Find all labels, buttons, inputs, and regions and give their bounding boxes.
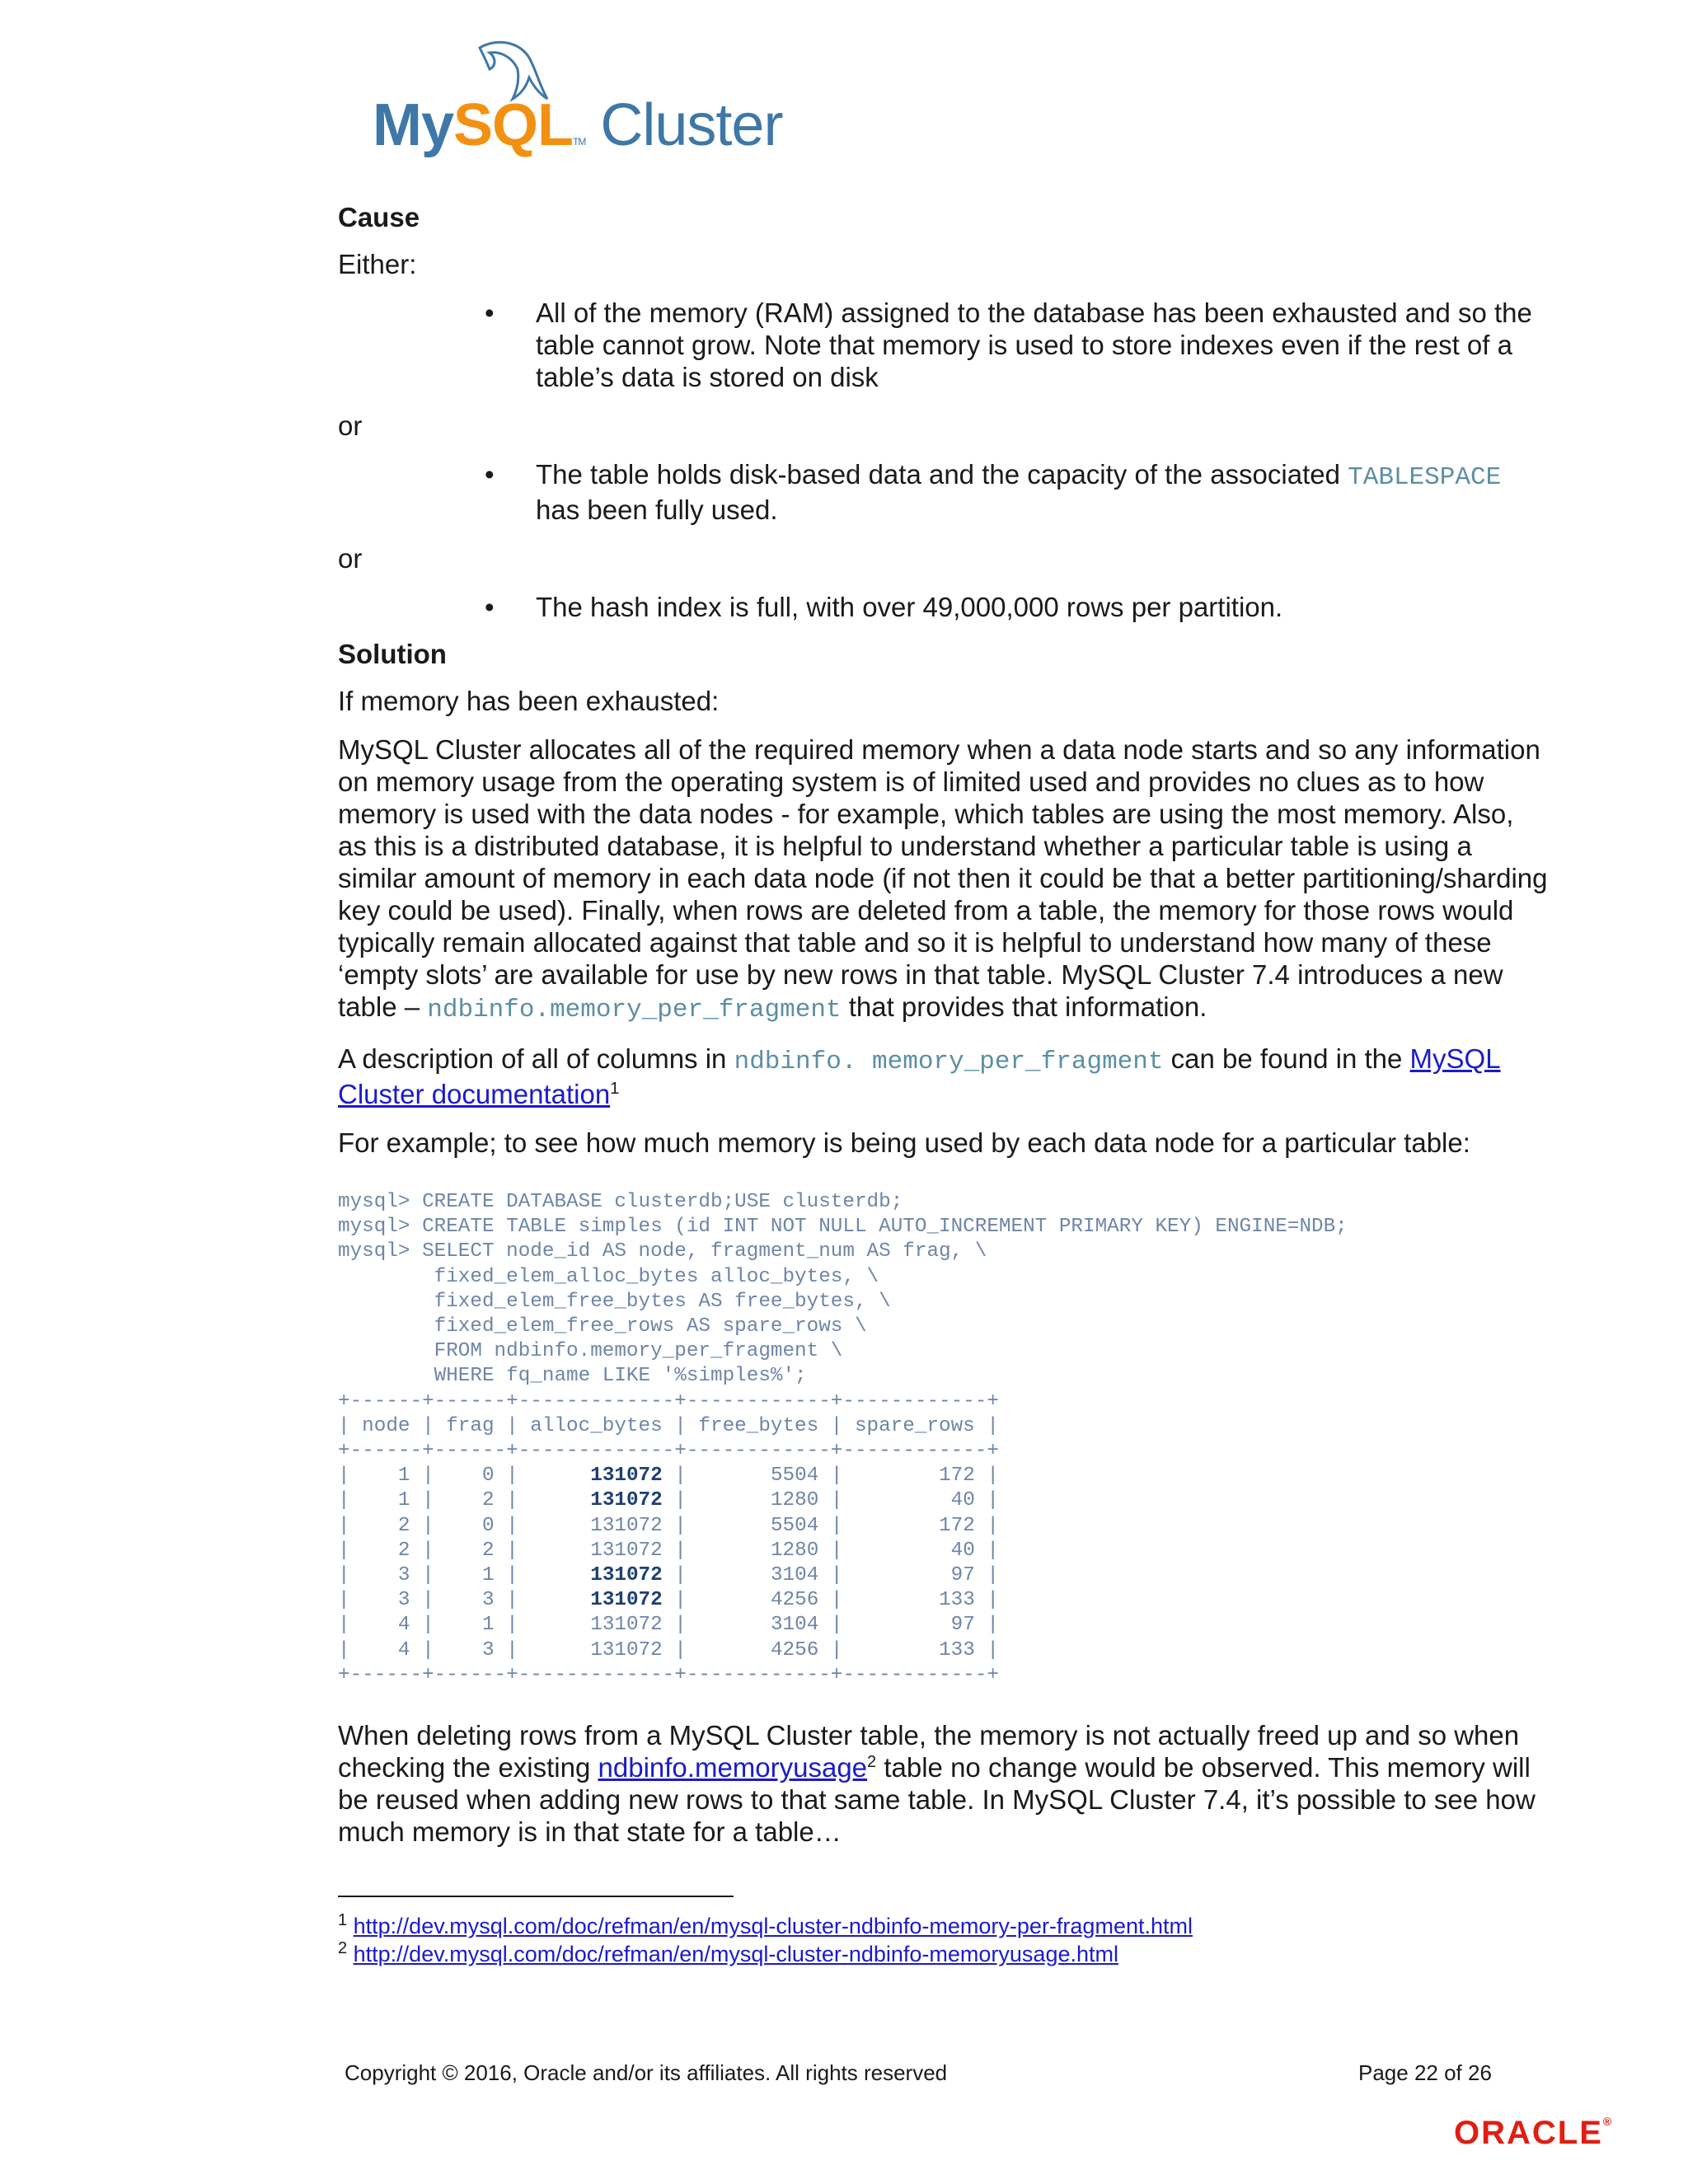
cell-node: 3	[397, 1564, 410, 1587]
after-paragraph	[338, 1719, 1550, 1848]
cell-spare-rows: 172	[939, 1514, 975, 1537]
cell-alloc-bytes: 131072	[590, 1539, 663, 1562]
logo-cluster: Cluster	[600, 92, 783, 158]
cell-spare-rows: 97	[950, 1614, 975, 1637]
cell-free-bytes: 1280	[770, 1539, 819, 1562]
code-line: +------+------+-------------+------------+------------+	[338, 1390, 999, 1413]
footnote-ref-1: 1	[610, 1080, 620, 1098]
code-line: mysql> CREATE DATABASE clusterdb;USE clusterdb;	[338, 1191, 903, 1213]
oracle-wordmark: ORACLE	[1454, 2115, 1603, 2151]
code-line: | node | frag | alloc_bytes | free_bytes | spare_rows |	[338, 1414, 999, 1437]
memory-per-fragment-code: ndbinfo.memory_per_fragment	[427, 996, 842, 1024]
oracle-logo	[1454, 2115, 1613, 2152]
cell-frag: 2	[481, 1489, 495, 1512]
or-text-1: or	[338, 410, 363, 441]
cell-alloc-bytes: 131072	[590, 1564, 663, 1587]
or-text-2: or	[338, 543, 363, 574]
bullet-icon: •	[485, 592, 495, 622]
cell-free-bytes: 5504	[770, 1514, 819, 1537]
code-block	[338, 1190, 1550, 1688]
bullet-2-b: has been fully used.	[536, 494, 778, 525]
cell-spare-rows: 40	[950, 1539, 975, 1562]
cell-frag: 2	[481, 1539, 495, 1562]
table-row: | 3 | 1 | 131072 | 3104 | 97 |	[338, 1564, 1000, 1587]
footnotes	[338, 1912, 1558, 1968]
code-line: mysql> SELECT node_id AS node, fragment_num AS frag, \	[338, 1240, 987, 1263]
footnote-divider	[338, 1896, 734, 1897]
cell-node: 2	[397, 1514, 410, 1537]
cell-frag: 3	[481, 1589, 495, 1612]
cell-frag: 0	[481, 1465, 495, 1488]
cell-frag: 1	[481, 1564, 495, 1587]
cell-spare-rows: 133	[939, 1638, 975, 1661]
tablespace-code: TABLESPACE	[1348, 463, 1502, 492]
solution-p2-a: MySQL Cluster allocates all of the required memory when a data node starts and so any information on memory usage from the operating system is of limited used and provides no clues as to how memory is used with the data nodes - for example, which tables are using the most memory. Also, as this is a distributed database, it is helpful to understand whether a particular table is using a similar amount of memory in each data node (if not then it could be that a better partitioning/sharding key could be used). Finally, when rows are deleted from a table, the memory for those rows would typically remain allocated against that table and so it is helpful to understand how many of these ‘empty slots’ are available for use by new rows in that table. MySQL Cluster 7.4 introduces a new table –	[338, 734, 1548, 1022]
cell-node: 4	[397, 1638, 410, 1661]
page-number: Page 22 of 26	[1358, 2060, 1492, 2085]
footnote-1-number: 1	[338, 1911, 348, 1929]
code-line: WHERE fq_name LIKE '%simples%';	[338, 1365, 807, 1388]
cell-alloc-bytes: 131072	[590, 1638, 663, 1661]
solution-p4: For example; to see how much memory is being used by each data node for a particular table:	[338, 1127, 1470, 1158]
footnote-1-link[interactable]: http://dev.mysql.com/doc/refman/en/mysql-cluster-ndbinfo-memory-per-fragment.html	[353, 1914, 1193, 1938]
bullet-1-text: All of the memory (RAM) assigned to the database has been exhausted and so the table cannot grow. Note that memory is used to store indexes even if the rest of a table’s data is stored on disk	[536, 298, 1532, 392]
code-line: mysql> CREATE TABLE simples (id INT NOT NULL AUTO_INCREMENT PRIMARY KEY) ENGINE=NDB;	[338, 1216, 1348, 1239]
solution-heading: Solution	[338, 639, 447, 669]
ndbinfo-memoryusage-link[interactable]: ndbinfo.memoryusage	[598, 1752, 868, 1783]
cause-bullet-3	[338, 591, 1550, 623]
cell-free-bytes: 3104	[770, 1614, 819, 1637]
cell-alloc-bytes: 131072	[590, 1589, 663, 1612]
cell-spare-rows: 97	[950, 1564, 975, 1587]
cell-alloc-bytes: 131072	[590, 1465, 663, 1488]
after-p-b: table no change would be observed. This memory will be reused when adding new rows to that same table. In MySQL Cluster 7.4, it’s possible to see how much memory is in that state for a table…	[338, 1752, 1536, 1848]
cell-free-bytes: 1280	[770, 1489, 819, 1512]
solution-p3-b: can be found in the	[1163, 1043, 1410, 1074]
cell-spare-rows: 133	[939, 1589, 975, 1612]
logo-sql: SQL	[453, 92, 574, 158]
cell-frag: 0	[481, 1514, 495, 1537]
cell-node: 3	[397, 1589, 410, 1612]
code-line: fixed_elem_free_bytes AS free_bytes, \	[338, 1290, 891, 1313]
either-text: Either:	[338, 249, 417, 279]
code-line: fixed_elem_alloc_bytes alloc_bytes, \	[338, 1265, 879, 1288]
cell-free-bytes: 3104	[770, 1564, 819, 1587]
bullet-icon: •	[485, 459, 495, 490]
solution-p3-a: A description of all of columns in	[338, 1043, 734, 1074]
cause-heading: Cause	[338, 202, 420, 232]
cause-bullet-2	[338, 458, 1550, 526]
footnote-1	[338, 1912, 1558, 1940]
logo-tm: TM	[573, 136, 586, 148]
footnote-ref-2: 2	[867, 1753, 877, 1772]
copyright-text: Copyright © 2016, Oracle and/or its affiliates. All rights reserved	[345, 2060, 948, 2085]
cell-spare-rows: 172	[939, 1465, 975, 1488]
cell-alloc-bytes: 131072	[590, 1489, 663, 1512]
table-row: | 1 | 0 | 131072 | 5504 | 172 |	[338, 1465, 1000, 1488]
bullet-2-a: The table holds disk-based data and the capacity of the associated	[536, 459, 1348, 490]
cell-node: 1	[397, 1465, 410, 1488]
code-line: FROM ndbinfo.memory_per_fragment \	[338, 1340, 843, 1363]
table-row: | 1 | 2 | 131072 | 1280 | 40 |	[338, 1489, 1000, 1512]
bullet-2-text	[536, 458, 1550, 526]
table-row: | 4 | 1 | 131072 | 3104 | 97 |	[338, 1614, 1000, 1637]
table-row: | 2 | 2 | 131072 | 1280 | 40 |	[338, 1539, 1000, 1562]
cell-node: 1	[397, 1489, 410, 1512]
solution-p1: If memory has been exhausted:	[338, 686, 720, 716]
logo-my: My	[373, 92, 454, 158]
footnote-2	[338, 1940, 1558, 1968]
cell-free-bytes: 4256	[770, 1589, 819, 1612]
cell-alloc-bytes: 131072	[590, 1514, 663, 1537]
cell-spare-rows: 40	[950, 1489, 975, 1512]
code-result-rows	[338, 1464, 1550, 1663]
table-row: | 2 | 0 | 131072 | 5504 | 172 |	[338, 1514, 1000, 1537]
memory-per-fragment-code-2: ndbinfo. memory_per_fragment	[734, 1047, 1164, 1076]
cause-bullet-1	[338, 297, 1550, 393]
code-line: fixed_elem_free_rows AS spare_rows \	[338, 1315, 867, 1338]
code-table-bottom-border: +------+------+-------------+------------+------------+	[338, 1663, 999, 1686]
oracle-registered-mark: ®	[1602, 2115, 1614, 2128]
table-row: | 4 | 3 | 131072 | 4256 | 133 |	[338, 1638, 1000, 1661]
mysql-cluster-logo	[373, 33, 783, 165]
cell-free-bytes: 5504	[770, 1465, 819, 1488]
footnote-2-number: 2	[338, 1939, 348, 1957]
mysql-cluster-documentation-link[interactable]: MySQL Cluster documentation	[338, 1043, 1501, 1109]
solution-p3	[338, 1043, 1550, 1110]
cell-frag: 3	[481, 1638, 495, 1661]
cell-alloc-bytes: 131072	[590, 1614, 663, 1637]
bullet-icon: •	[485, 298, 495, 328]
after-p-a: When deleting rows from a MySQL Cluster table, the memory is not actually freed up and so when checking the existing	[338, 1720, 1520, 1783]
footnote-2-link[interactable]: http://dev.mysql.com/doc/refman/en/mysql-cluster-ndbinfo-memoryusage.html	[353, 1942, 1118, 1966]
solution-p2	[338, 733, 1550, 1026]
cell-node: 4	[397, 1614, 410, 1637]
bullet-3-text: The hash index is full, with over 49,000,000 rows per partition.	[536, 592, 1283, 622]
cell-frag: 1	[481, 1614, 495, 1637]
code-line: +------+------+-------------+------------+------------+	[338, 1440, 999, 1463]
solution-p2-b: that provides that information.	[841, 991, 1207, 1022]
code-query-lines	[338, 1190, 1550, 1464]
cell-free-bytes: 4256	[770, 1638, 819, 1661]
logo-wordmark	[373, 92, 783, 158]
table-row: | 3 | 3 | 131072 | 4256 | 133 |	[338, 1589, 1000, 1612]
cell-node: 2	[397, 1539, 410, 1562]
main-content	[338, 198, 1550, 1848]
